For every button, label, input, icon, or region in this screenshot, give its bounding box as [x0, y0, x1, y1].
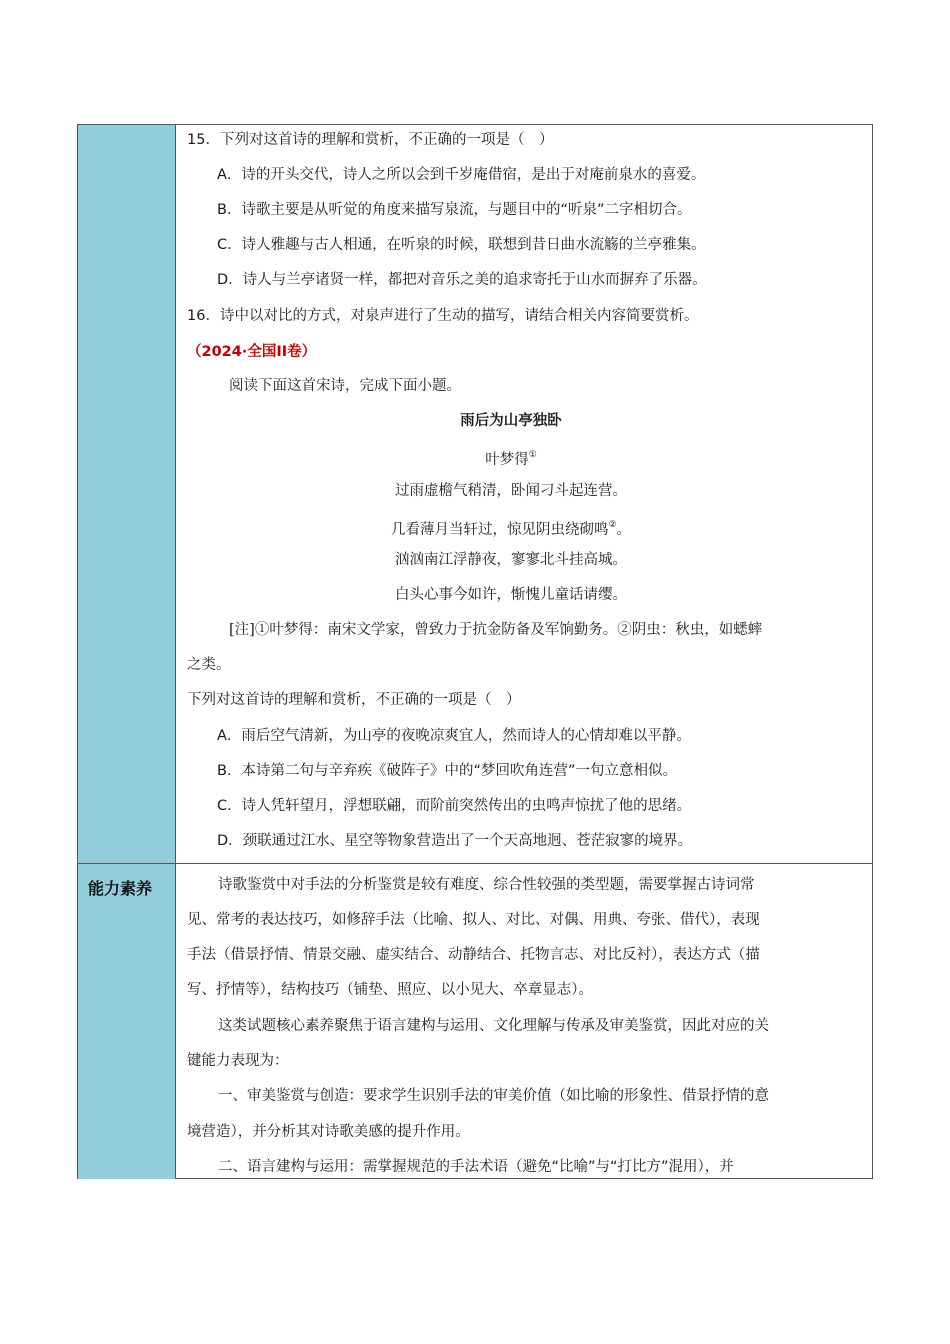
poem-title: 雨后为山亭独卧 — [460, 412, 562, 429]
poem-line-2-end: 。 — [616, 522, 632, 538]
ability-p2-line1: 这类试题核心素养聚焦于语言建构与运用、文化理解与传承及审美鉴赏，因此对应的关 — [218, 1018, 769, 1034]
row-divider — [176, 863, 873, 864]
poem-line-2-text: 几看薄月当轩过，惊见阴虫绕砌鸣 — [390, 522, 609, 538]
ability-label: 能力素养 — [88, 879, 153, 898]
ability-p1-line4: 写、抒情等），结构技巧（铺垫、照应、以小见大、卒章显志）。 — [187, 982, 593, 998]
poem-line-3: 汹汹南江浮静夜，寥寥北斗挂高城。 — [395, 552, 627, 568]
poem-notes-line-2: 之类。 — [187, 657, 231, 673]
ability-p1-line3: 手法（借景抒情、情景交融、虚实结合、动静结合、托物言志、对比反衬），表达方式（描 — [187, 947, 760, 963]
ability-p1-line2: 见、常考的表达技巧，如修辞手法（比喻、拟人、对比、对偶、用典、夸张、借代），表现 — [187, 912, 760, 928]
option-a: A．雨后空气清新，为山亭的夜晚凉爽宜人，然而诗人的心情却难以平静。 — [217, 728, 691, 744]
poem-line-2 — [36, 515, 950, 540]
reading-intro: 阅读下面这首宋诗，完成下面小题。 — [229, 378, 461, 394]
q15-option-a: A．诗的开头交代，诗人之所以会到千岁庵借宿，是出于对庵前泉水的喜爱。 — [217, 167, 706, 183]
poem-line-4: 白头心事今如许，惭愧儿童话请缨。 — [395, 587, 627, 603]
option-b: B．本诗第二句与辛弃疾《破阵子》中的“梦回吹角连营”一句立意相似。 — [217, 763, 677, 779]
line2-footnote-mark: ② — [608, 520, 617, 530]
poem-author-line — [36, 445, 950, 470]
q15-option-d: D．诗人与兰亭诸贤一样，都把对音乐之美的追求寄托于山水而摒弃了乐器。 — [217, 272, 707, 288]
question-15: 15．下列对这首诗的理解和赏析，不正确的一项是（ ） — [187, 132, 554, 148]
ability-p4-line1: 二、语言建构与运用：需掌握规范的手法术语（避免“比喻”与“打比方”混用），并 — [218, 1159, 734, 1175]
poem-author: 叶梦得 — [485, 452, 529, 468]
ability-p2-line2: 键能力表现为： — [187, 1053, 289, 1069]
poem-line-1: 过雨虚檐气稍清，卧闻刁斗起连营。 — [395, 483, 627, 499]
ability-p3-line2: 境营造），并分析其对诗歌美感的提升作用。 — [187, 1124, 470, 1140]
question-main: 下列对这首诗的理解和赏析，不正确的一项是（ ） — [187, 692, 521, 708]
option-d: D．颈联通过江水、星空等物象营造出了一个天高地迥、苍茫寂寥的境界。 — [217, 833, 693, 849]
source-tag: （2024·全国II卷） — [187, 344, 317, 360]
poem-notes-line-1: [注]①叶梦得：南宋文学家，曾致力于抗金防备及军饷勤务。②阴虫：秋虫，如蟋蟀 — [229, 622, 763, 638]
option-c: C．诗人凭轩望月，浮想联翩，而阶前突然传出的虫鸣声惊扰了他的思绪。 — [217, 798, 692, 814]
question-16: 16．诗中以对比的方式，对泉声进行了生动的描写，请结合相关内容简要赏析。 — [187, 308, 699, 324]
author-footnote-mark: ① — [528, 450, 537, 460]
q15-option-c: C．诗人雅趣与古人相通，在听泉的时候，联想到昔日曲水流觞的兰亭雅集。 — [217, 237, 706, 253]
ability-p3-line1: 一、审美鉴赏与创造：要求学生识别手法的审美价值（如比喻的形象性、借景抒情的意 — [218, 1088, 769, 1104]
left-column-cell-ability — [78, 863, 176, 1179]
q15-option-b: B．诗歌主要是从听觉的角度来描写泉流，与题目中的“听泉”二字相切合。 — [217, 202, 692, 218]
ability-p1-line1: 诗歌鉴赏中对手法的分析鉴赏是较有难度、综合性较强的类型题，需要掌握古诗词常 — [218, 877, 755, 893]
